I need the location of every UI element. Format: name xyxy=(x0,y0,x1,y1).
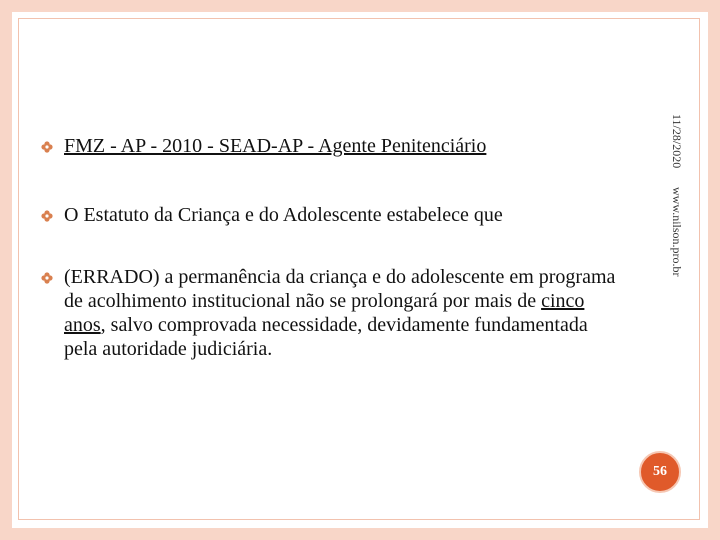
slide-date: 11/28/2020 xyxy=(670,114,684,169)
answer-underlined-text: cinco anos xyxy=(64,290,585,336)
slide-item-statement: O Estatuto da Criança e do Adolescente estabelece que xyxy=(64,204,503,226)
answer-text-after: , salvo comprovada necessidade, devidamente fundamentada pela autoridade judiciária. xyxy=(64,314,588,360)
page-number-badge: 56 xyxy=(639,451,681,493)
bullet-icon xyxy=(41,272,53,284)
exam-reference-text: FMZ - AP - 2010 - SEAD-AP - Agente Penitenciário xyxy=(64,135,487,157)
answer-text-before: (ERRADO) a permanência da criança e do adolescente em programa de acolhimento institucional não se prolongará por mais de xyxy=(64,266,616,312)
slide-item-title xyxy=(64,134,624,158)
slide-footer-url: www.nilson.pro.br xyxy=(670,187,684,277)
slide-item-answer xyxy=(64,265,624,361)
bullet-icon xyxy=(41,141,53,153)
bullet-icon xyxy=(41,210,53,222)
